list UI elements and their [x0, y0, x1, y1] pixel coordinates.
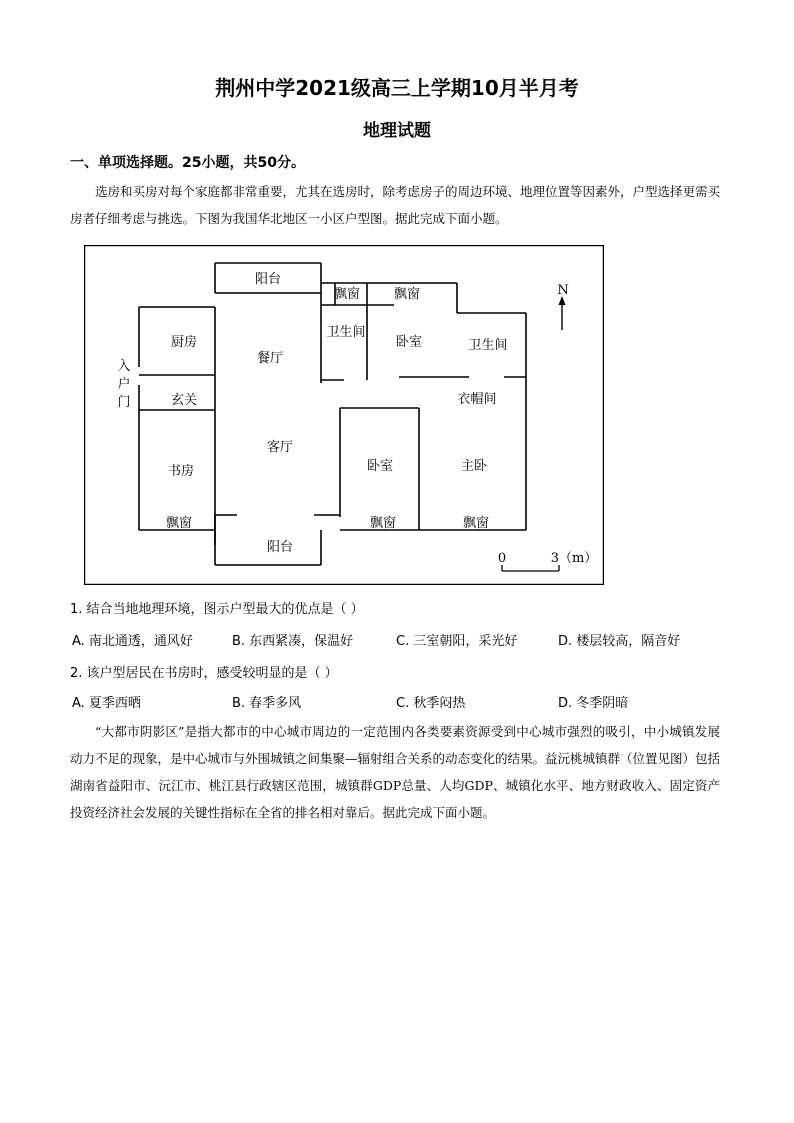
exam-subtitle: 地理试题: [363, 121, 431, 141]
exam-title: 荆州中学2021级高三上学期10月半月考: [215, 76, 579, 100]
label-foyer: 玄关: [170, 393, 198, 408]
label-bedroom-mid: 卧室: [366, 459, 394, 474]
label-bathroom-right: 卫生间: [468, 338, 508, 353]
label-dining-room: 餐厅: [256, 351, 284, 366]
label-living-room: 客厅: [266, 440, 294, 455]
passage-1: 选房和买房对每个家庭都非常重要，尤其在选房时，除考虑房子的周边环境、地理位置等因素外，户型选择更需买房者仔细考虑与挑选。下图为我国华北地区一小区户型图。据此完成下面小题。: [70, 184, 721, 226]
label-entry-door-3: 门: [117, 395, 131, 410]
label-balcony-top: 阳台: [254, 272, 282, 287]
label-bay-window-bedroom: 飘窗: [369, 516, 397, 531]
label-bay-window-master: 飘窗: [462, 516, 490, 531]
q1-option-c[interactable]: C. 三室朝阳，采光好: [396, 634, 518, 649]
question-2-stem: 2. 该户型居民在书房时，感受较明显的是（ ）: [70, 666, 338, 681]
q1-option-b[interactable]: B. 东西紧凑，保温好: [232, 634, 354, 649]
label-bathroom-left: 卫生间: [326, 325, 366, 340]
label-study: 书房: [167, 464, 195, 479]
q2-option-d[interactable]: D. 冬季阴暗: [558, 696, 629, 711]
label-scale-start: 0: [497, 551, 507, 566]
question-1-stem: 1. 结合当地地理环境，图示户型最大的优点是（ ）: [70, 602, 364, 617]
label-closet: 衣帽间: [457, 392, 497, 407]
label-kitchen: 厨房: [170, 335, 198, 350]
label-bay-window-2: 飘窗: [393, 287, 421, 302]
q2-option-c[interactable]: C. 秋季闷热: [396, 696, 466, 711]
label-bedroom-top: 卧室: [395, 335, 423, 350]
passage-2: “大都市阴影区”是指大都市的中心城市周边的一定范围内各类要素资源受到中心城市强烈的吸引，中小城镇发展动力不足的现象，是中心城市与外围城镇之间集聚—辐射组合关系的动态变化的结果。益沅桃城镇群（位置见图）包括湖南省益阳市、沅江市、桃江县行政辖区范围，城镇群GDP总量、人均GDP、城镇化水平、地方财政收入、固定资产投资经济社会发展的关键性指标在全省的排名相对靠后。据此完成下面小题。: [70, 724, 721, 820]
label-scale-end: 3（m）: [550, 551, 598, 566]
floor-plan-figure: [84, 245, 604, 585]
q1-option-d[interactable]: D. 楼层较高，隔音好: [558, 634, 681, 649]
q2-option-a[interactable]: A. 夏季西晒: [72, 696, 141, 711]
label-balcony-bottom: 阳台: [266, 540, 294, 555]
q2-option-b[interactable]: B. 春季多风: [232, 696, 302, 711]
label-north: N: [557, 283, 569, 298]
label-bay-window-1: 飘窗: [333, 287, 361, 302]
label-entry-door-1: 入: [117, 359, 131, 374]
q1-option-a[interactable]: A. 南北通透，通风好: [72, 634, 193, 649]
label-entry-door-2: 户: [117, 377, 131, 392]
section-heading: 一、单项选择题。25小题，共50分。: [70, 155, 305, 171]
label-master-bedroom: 主卧: [460, 459, 488, 474]
label-bay-window-study: 飘窗: [165, 516, 193, 531]
